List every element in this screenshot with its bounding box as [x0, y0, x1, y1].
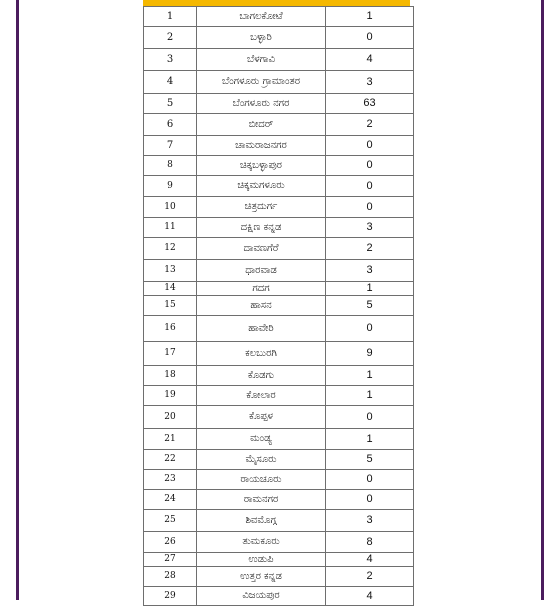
table-row [144, 532, 414, 553]
district-name-cell: ಚಿಕ್ಕಮಗಳೂರು [197, 176, 326, 197]
table-row [144, 156, 414, 176]
district-name-cell: ಉತ್ತರ ಕನ್ನಡ [197, 567, 326, 587]
row-number-cell: 18 [144, 366, 197, 386]
district-name-cell: ಹಾವೇರಿ [197, 316, 326, 342]
case-count-cell: 8 [326, 532, 414, 553]
case-count-cell: 3 [326, 218, 414, 238]
table-row [144, 406, 414, 429]
row-number-cell: 3 [144, 49, 197, 71]
table-row [144, 342, 414, 366]
district-name-cell: ಮೈಸೂರು [197, 450, 326, 470]
case-count-cell: 5 [326, 450, 414, 470]
case-count-cell: 9 [326, 342, 414, 366]
row-number-cell: 24 [144, 490, 197, 510]
table-row [144, 27, 414, 49]
case-count-cell: 1 [326, 386, 414, 406]
case-count-cell: 1 [326, 366, 414, 386]
case-count-cell: 2 [326, 238, 414, 260]
district-name-cell: ಚಾಮರಾಜನಗರ [197, 136, 326, 156]
table-row [144, 386, 414, 406]
case-count-cell: 3 [326, 260, 414, 282]
row-number-cell: 6 [144, 114, 197, 136]
district-name-cell: ಕಲಬುರಗಿ [197, 342, 326, 366]
case-count-cell: 3 [326, 510, 414, 532]
row-number-cell: 1 [144, 7, 197, 27]
table-row [144, 197, 414, 218]
case-count-cell: 2 [326, 114, 414, 136]
row-number-cell: 5 [144, 94, 197, 114]
case-count-cell: 0 [326, 316, 414, 342]
table-row [144, 94, 414, 114]
row-number-cell: 17 [144, 342, 197, 366]
row-number-cell: 22 [144, 450, 197, 470]
row-number-cell: 14 [144, 282, 197, 296]
row-number-cell: 26 [144, 532, 197, 553]
table-row [144, 238, 414, 260]
table-row [144, 587, 414, 606]
case-count-cell: 0 [326, 156, 414, 176]
table-row [144, 260, 414, 282]
case-count-cell: 1 [326, 7, 414, 27]
case-count-cell: 4 [326, 49, 414, 71]
district-name-cell: ಚಿಕ್ಕಬಳ್ಳಾಪುರ [197, 156, 326, 176]
district-name-cell: ಬೆಳಗಾವಿ [197, 49, 326, 71]
case-count-cell: 5 [326, 296, 414, 316]
table-body [144, 7, 414, 606]
table-row [144, 510, 414, 532]
district-name-cell: ಬಾಗಲಕೋಟೆ [197, 7, 326, 27]
district-name-cell: ಕೋಲಾರ [197, 386, 326, 406]
case-count-cell: 2 [326, 567, 414, 587]
row-number-cell: 25 [144, 510, 197, 532]
row-number-cell: 2 [144, 27, 197, 49]
table-row [144, 567, 414, 587]
case-count-cell: 63 [326, 94, 414, 114]
district-name-cell: ಬೆಂಗಳೂರು ಗ್ರಾಮಾಂತರ [197, 71, 326, 94]
page-border-right [541, 0, 544, 600]
district-name-cell: ಬೀದರ್ [197, 114, 326, 136]
table-row [144, 7, 414, 27]
case-count-cell: 0 [326, 470, 414, 490]
case-count-cell: 0 [326, 176, 414, 197]
table-row [144, 553, 414, 567]
table-row [144, 429, 414, 450]
district-name-cell: ರಾಮನಗರ [197, 490, 326, 510]
case-count-cell: 0 [326, 136, 414, 156]
table-row [144, 218, 414, 238]
row-number-cell: 13 [144, 260, 197, 282]
district-name-cell: ಚಿತ್ರದುರ್ಗ [197, 197, 326, 218]
district-name-cell: ಉಡುಪಿ [197, 553, 326, 567]
district-name-cell: ದಕ್ಷಿಣ ಕನ್ನಡ [197, 218, 326, 238]
row-number-cell: 27 [144, 553, 197, 567]
district-name-cell: ಬಳ್ಳಾರಿ [197, 27, 326, 49]
district-name-cell: ರಾಯಚೂರು [197, 470, 326, 490]
table-row [144, 71, 414, 94]
row-number-cell: 28 [144, 567, 197, 587]
case-count-cell: 0 [326, 197, 414, 218]
district-name-cell: ಕೊಪ್ಪಳ [197, 406, 326, 429]
case-count-cell: 4 [326, 553, 414, 567]
case-count-cell: 0 [326, 406, 414, 429]
row-number-cell: 29 [144, 587, 197, 606]
district-name-cell: ಕೊಡಗು [197, 366, 326, 386]
district-name-cell: ಮಂಡ್ಯ [197, 429, 326, 450]
row-number-cell: 23 [144, 470, 197, 490]
row-number-cell: 4 [144, 71, 197, 94]
case-count-cell: 1 [326, 429, 414, 450]
row-number-cell: 9 [144, 176, 197, 197]
row-number-cell: 11 [144, 218, 197, 238]
row-number-cell: 15 [144, 296, 197, 316]
table-row [144, 136, 414, 156]
table-row [144, 450, 414, 470]
case-count-cell: 0 [326, 490, 414, 510]
case-count-cell: 0 [326, 27, 414, 49]
district-name-cell: ದಾವಣಗೆರೆ [197, 238, 326, 260]
table-row [144, 49, 414, 71]
table-row [144, 490, 414, 510]
district-name-cell: ವಿಜಯಪುರ [197, 587, 326, 606]
row-number-cell: 12 [144, 238, 197, 260]
row-number-cell: 8 [144, 156, 197, 176]
table-row [144, 282, 414, 296]
district-case-table [143, 6, 414, 606]
row-number-cell: 19 [144, 386, 197, 406]
row-number-cell: 21 [144, 429, 197, 450]
row-number-cell: 20 [144, 406, 197, 429]
table-row [144, 366, 414, 386]
case-count-cell: 3 [326, 71, 414, 94]
case-count-cell: 1 [326, 282, 414, 296]
row-number-cell: 10 [144, 197, 197, 218]
district-name-cell: ಧಾರವಾಡ [197, 260, 326, 282]
table-row [144, 316, 414, 342]
table-row [144, 470, 414, 490]
table-row [144, 176, 414, 197]
case-count-cell: 4 [326, 587, 414, 606]
district-name-cell: ಬೆಂಗಳೂರು ನಗರ [197, 94, 326, 114]
row-number-cell: 16 [144, 316, 197, 342]
district-name-cell: ಶಿವಮೊಗ್ಗ [197, 510, 326, 532]
district-name-cell: ತುಮಕೂರು [197, 532, 326, 553]
page-border-left [16, 0, 19, 600]
district-name-cell: ಗದಗ [197, 282, 326, 296]
district-name-cell: ಹಾಸನ [197, 296, 326, 316]
row-number-cell: 7 [144, 136, 197, 156]
table-row [144, 296, 414, 316]
table-row [144, 114, 414, 136]
